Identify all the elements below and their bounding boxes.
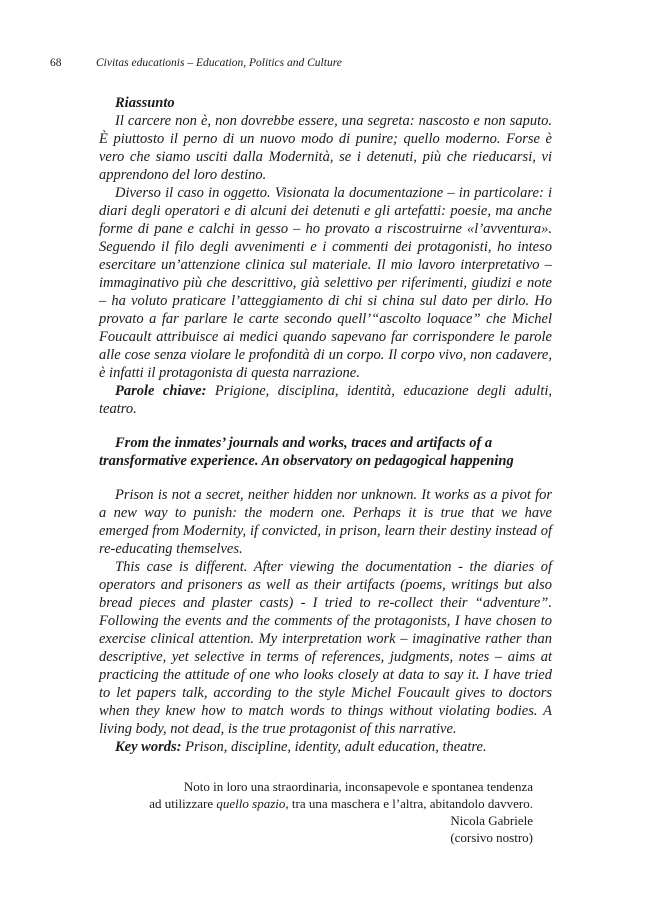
riassunto-paragraph-1: Il carcere non è, non dovrebbe essere, una segreta: nascosto e non saputo. È piuttosto il perno di un nuovo modo di punire; quello moderno. Forse è vero che siamo usciti dalla Modernità, se i detenuti, più che rieducarsi, vi apprendono del loro destino. xyxy=(99,113,552,183)
key-words-label: Key words: xyxy=(115,739,182,755)
key-words xyxy=(99,738,552,756)
riassunto-paragraph-2: Diverso il caso in oggetto. Visionata la documentazione – in particolare: i diari degli operatori e di alcuni dei detenuti e gli artefatti: poesie, ma anche forme di pane e calchi in gesso – ho provato a riscostruirne «l’avventura». Seguendo il filo degli avvenimenti e i commenti dei protagonisti, ho inteso esercitare un’attenzione clinica sul materiale. Il mio lavoro interpretativo – immaginativo più che descrittivo, già selettivo per riferimenti, giudizi e note – ha voluto praticare l’atteggiamento di chi si china sul dato per dirlo. Ho provato a far parlare le carte secondo quell’“ascolto loquace” che Michel Foucault attribuisce ai medici quando sapevano far corrispondere le parole alle cose senza violare le profondità di un corpo. Il corpo vivo, non cadavere, è infatti il protagonista di questa narrazione. xyxy=(99,185,552,381)
riassunto-heading: Riassunto xyxy=(115,95,175,111)
epigraph xyxy=(93,778,533,846)
parole-chiave-label: Parole chiave: xyxy=(115,383,207,399)
english-title-line-1: From the inmates’ journals and works, traces and artifacts of a xyxy=(115,435,493,451)
epigraph-line-2-start: ad utilizzare xyxy=(149,796,217,811)
parole-chiave xyxy=(99,382,552,418)
english-paragraph-1: Prison is not a secret, neither hidden nor unknown. It works as a pivot for a new way to punish: the modern one. Perhaps it is true that we have emerged from Modernity, if convicted, in prison, learn their destiny instead of re-educating themselves. xyxy=(99,487,552,557)
english-paragraph-2: This case is different. After viewing the documentation - the diaries of operators and prisoners as well as their artifacts (poems, writings but also bread pieces and plaster casts) - I tried to re-collect their “adventure”. Following the events and the comments of the protagonists, I have chosen to exercise clinical attention. My interpretation work – imaginative rather than descriptive, yet selective in terms of references, judgments, notes – aims at practicing the attitude of one who looks closely at data to say it. I have tried to let papers talk, according to the style Michel Foucault gives to doctors when they knew how to match words to things without violating bodies. A living body, not dead, is the true protagonist of this narrative. xyxy=(99,559,552,737)
epigraph-emphasis: quello spazio xyxy=(216,796,286,811)
epigraph-note: (corsivo nostro) xyxy=(450,830,533,845)
english-abstract xyxy=(99,486,552,756)
parole-chiave-list: Prigione, disciplina, identità, educazione degli adulti, teatro. xyxy=(99,383,553,417)
epigraph-author: Nicola Gabriele xyxy=(450,813,533,828)
epigraph-line-2 xyxy=(93,795,533,812)
running-head xyxy=(50,56,552,70)
english-title-line-2: transformative experience. An observatory on pedagogical happening xyxy=(99,453,514,469)
running-title: Civitas educationis – Education, Politics and Culture xyxy=(96,57,342,69)
english-title xyxy=(99,434,552,470)
epigraph-line-1: Noto in loro una straordinaria, inconsapevole e spontanea tendenza xyxy=(183,779,533,794)
page-number: 68 xyxy=(50,57,62,69)
epigraph-line-2-end: , tra una maschera e l’altra, abitandolo davvero. xyxy=(285,796,533,811)
riassunto-section xyxy=(99,94,552,418)
key-words-list: Prison, discipline, identity, adult education, theatre. xyxy=(181,739,487,755)
